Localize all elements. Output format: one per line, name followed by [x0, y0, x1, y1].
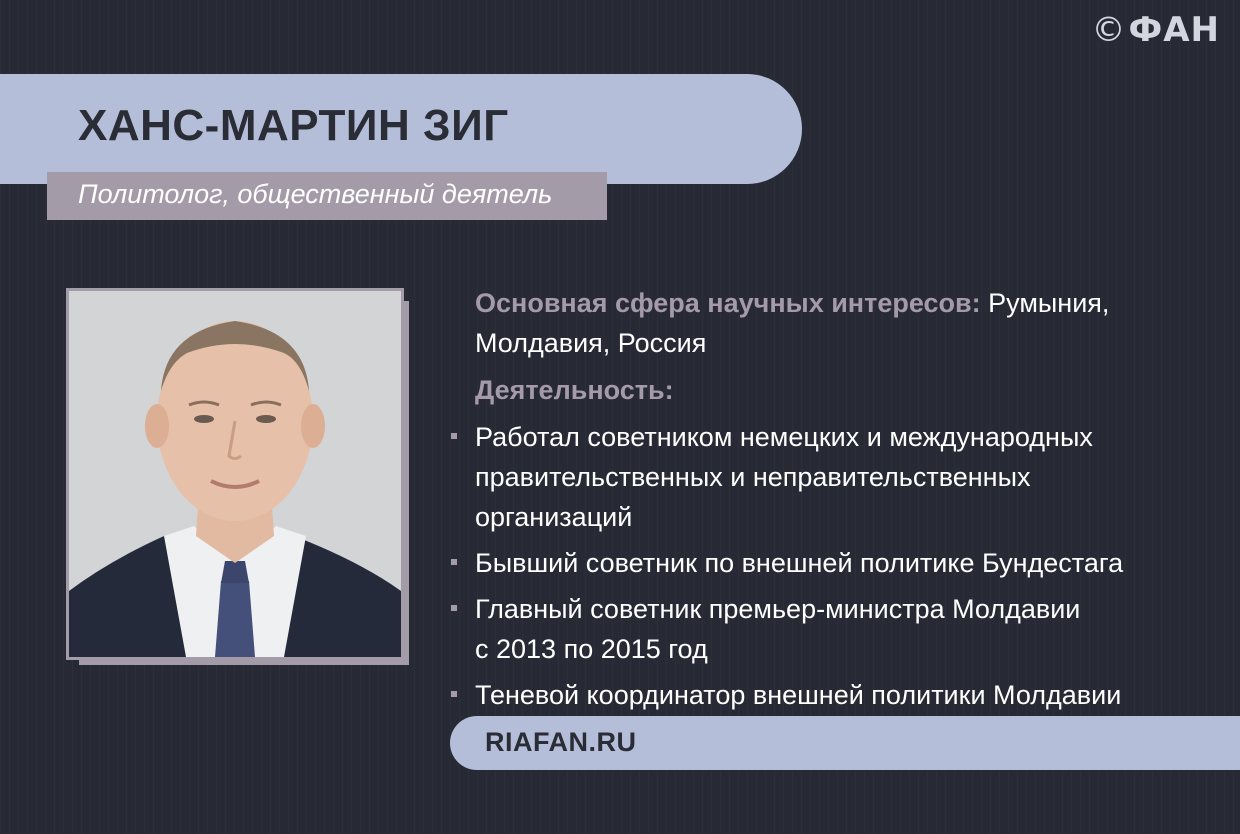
bullet-icon [451, 559, 457, 565]
fan-logo [1092, 10, 1221, 50]
activity-list [475, 417, 1195, 715]
list-item [475, 589, 1195, 669]
bullet-icon [451, 433, 457, 439]
logo-text: ФАН [1128, 10, 1220, 50]
person-subtitle: Политолог, общественный деятель [78, 179, 553, 209]
activity-label: Деятельность: [475, 375, 674, 405]
bullet-icon [451, 605, 457, 611]
list-item [475, 543, 1195, 583]
bullet-icon [451, 691, 457, 697]
copyright-mark: © [1091, 10, 1127, 50]
activity-item-text: Теневой координатор внешней политики Молдавии [475, 680, 1122, 710]
site-link[interactable]: RIAFAN.RU [485, 727, 637, 757]
portrait-photo [66, 288, 404, 660]
interests-label: Основная сфера научных интересов: [475, 288, 981, 318]
interests-value: Румыния, Молдавия, Россия [475, 288, 1110, 358]
list-item [475, 675, 1195, 715]
activity-item-text: Работал советником немецких и международных правительственных и неправительственных организаций [475, 422, 1093, 532]
person-name: ХАНС-МАРТИН ЗИГ [78, 101, 509, 150]
interests-paragraph [475, 283, 1195, 363]
info-block [475, 283, 1195, 721]
list-item [475, 417, 1195, 537]
activity-item-text: Главный советник премьер-министра Молдавии с 2013 по 2015 год [475, 594, 1081, 664]
activity-item-text: Бывший советник по внешней политике Бундестага [475, 548, 1124, 578]
